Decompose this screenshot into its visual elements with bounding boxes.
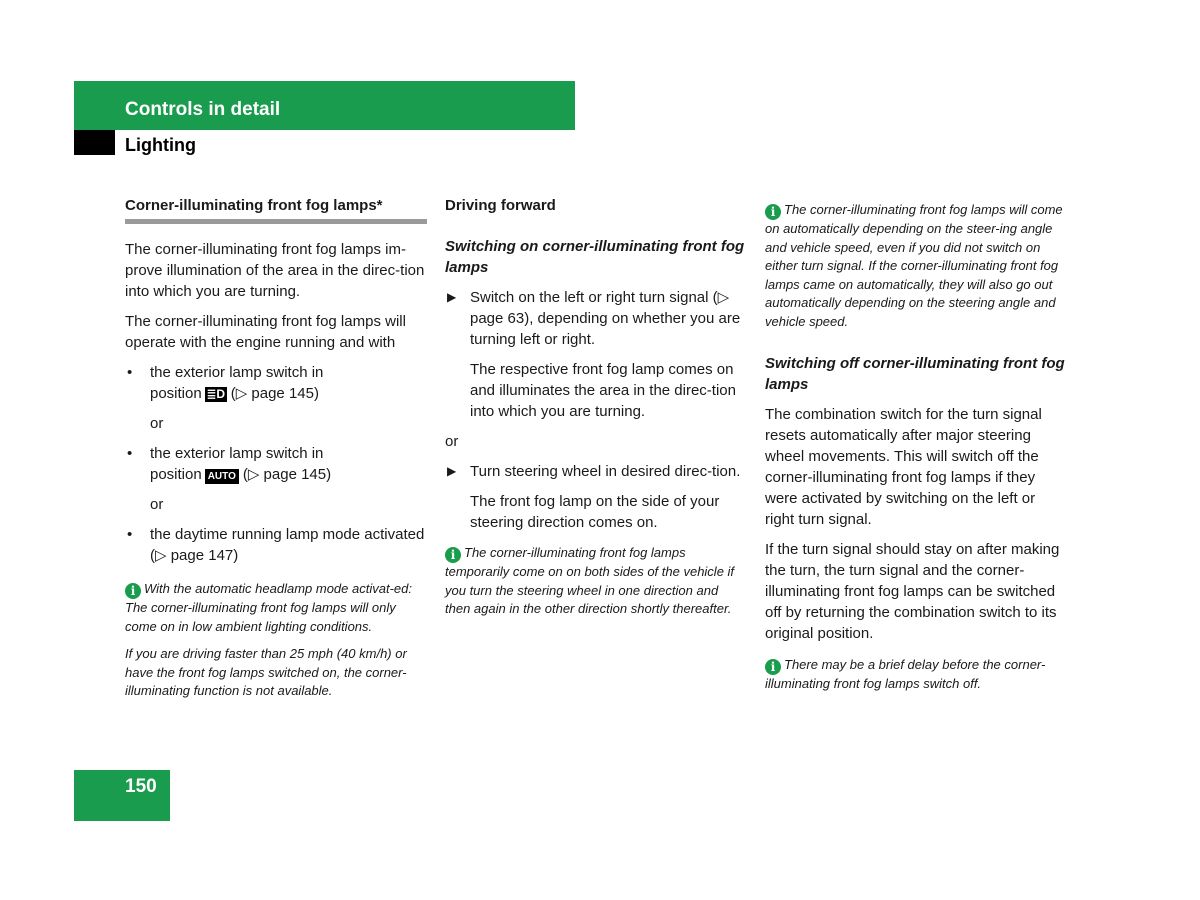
page-reference: (▷ page 145)	[230, 385, 319, 402]
info-note	[125, 580, 427, 636]
step-text: Turn steering wheel in desired direc-tion.	[470, 463, 741, 480]
column-3	[765, 201, 1067, 703]
arrow-icon: ▶	[447, 290, 457, 304]
column-2	[445, 195, 747, 628]
note-text: If you are driving faster than 25 mph (40 km/h) or have the front fog lamps switched on, the corner-illuminating function is not available.	[125, 646, 407, 698]
subheading: Switching off corner-illuminating front fog lamps	[765, 355, 1065, 393]
step-item	[445, 287, 747, 350]
bullet-marker: •	[127, 445, 133, 462]
bullet-item	[125, 362, 427, 404]
paragraph: The combination switch for the turn signal resets automatically after major steering wheel movements. This will switch off the corner-illuminating front fog lamps if they were activated by switching on the left or right turn signal.	[765, 406, 1042, 528]
page-reference: (▷ page 145)	[242, 466, 332, 483]
or-text: or	[150, 496, 164, 513]
paragraph: If the turn signal should stay on after making the turn, the turn signal and the corner-illuminating front fog lamps can be switched off by returning the combination switch to its original position.	[765, 541, 1060, 642]
section-tab	[74, 130, 115, 155]
note-text: With the automatic headlamp mode activat-ed: The corner-illuminating front fog lamps will only come on in low ambient lighting conditions.	[125, 581, 412, 634]
note-text: There may be a brief delay before the corner-illuminating front fog lamps switch off.	[765, 657, 1046, 691]
step-item	[445, 461, 747, 482]
low-beam-icon: ≣D	[206, 387, 226, 401]
section-title: Lighting	[125, 135, 196, 155]
or-text: or	[445, 433, 459, 450]
bullet-text: the exterior lamp switch in	[150, 364, 324, 381]
info-note	[445, 544, 747, 619]
bullet-item	[125, 524, 427, 566]
bullet-text: position	[150, 466, 202, 483]
or-text: or	[150, 415, 164, 432]
info-icon: i	[125, 583, 141, 599]
note-text: The corner-illuminating front fog lamps will come on automatically depending on the steer-ing angle and vehicle speed, even if you did not switch on either turn signal. If the corner-illuminating front fog lamps came on automatically, they will also go out automatically depending on the steering angle and vehicle speed.	[765, 202, 1063, 329]
chapter-title: Controls in detail	[125, 99, 281, 120]
page-number: 150	[125, 776, 157, 797]
paragraph: The corner-illuminating front fog lamps will operate with the engine running and with	[125, 313, 406, 351]
bullet-text: position	[150, 385, 202, 402]
note-text: The corner-illuminating front fog lamps temporarily come on on both sides of the vehicle if you turn the steering wheel in one direction and then again in the other direction shortly thereafter.	[445, 545, 735, 616]
subheading: Switching on corner-illuminating front fog lamps	[445, 238, 745, 276]
step-text: Switch on the left or right turn signal (▷ page 63), depending on whether you are turning left or right.	[470, 289, 741, 348]
bullet-text: the exterior lamp switch in	[150, 445, 324, 462]
column-heading: Driving forward	[445, 197, 556, 214]
step-result: The front fog lamp on the side of your steering direction comes on.	[470, 493, 720, 531]
info-note	[765, 201, 1067, 331]
bullet-text: the daytime running lamp mode activated (▷ page 147)	[150, 526, 425, 564]
info-note	[765, 656, 1067, 694]
info-icon: i	[765, 659, 781, 675]
arrow-icon: ▶	[447, 464, 457, 478]
bullet-marker: •	[127, 526, 133, 543]
column-1	[125, 195, 427, 710]
column-heading: Corner-illuminating front fog lamps*	[125, 195, 427, 224]
paragraph: The corner-illuminating front fog lamps im-prove illumination of the area in the direc-tion into which you are turning.	[125, 241, 425, 300]
auto-symbol: AUTO	[205, 469, 239, 484]
bullet-marker: •	[127, 364, 133, 381]
info-icon: i	[445, 547, 461, 563]
bullet-item	[125, 443, 427, 485]
info-icon: i	[765, 204, 781, 220]
step-result: The respective front fog lamp comes on and illuminates the area in the direc-tion into which you are turning.	[470, 361, 736, 420]
